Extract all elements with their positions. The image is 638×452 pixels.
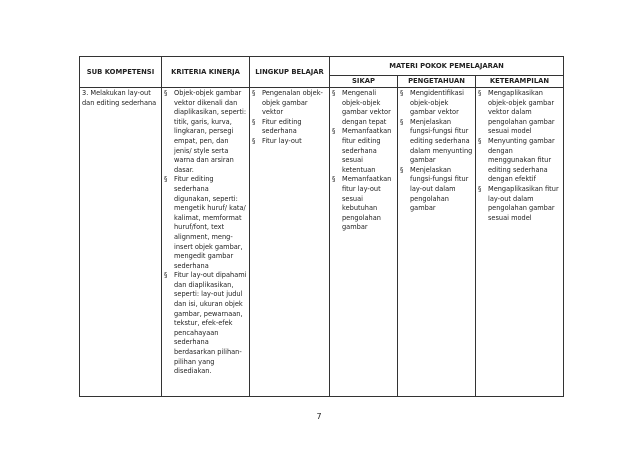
cell-kriteria-kinerja (162, 88, 250, 397)
list-item: § Objek-objek gambar vektor dikenali dan diaplikasikan, seperti: titik, garis, kurva, lingkaran, persegi empat, pen, dan jenis/ style serta warna dan arsiran dasar. (164, 89, 247, 175)
list-item: § Mengidentifikasi objek-objek gambar vektor (400, 89, 473, 118)
list-item: § Memanfaatkan fitur lay-out sesuai kebutuhan pengolahan gambar (332, 175, 395, 233)
cell-sikap (330, 88, 398, 397)
list-item: § Fitur lay-out dipahami dan diaplikasikan, seperti: lay-out judul dan isi, ukuran objek gambar, pewarnaan, tekstur, efek-efek pencahayaan sederhana berdasarkan pilihan-pilihan yang disediakan. (164, 271, 247, 377)
header-pengetahuan: PENGETAHUAN (398, 76, 476, 88)
cell-lingkup-belajar (250, 88, 330, 397)
list-item: § Mengaplikasikan fitur lay-out dalam pengolahan gambar sesuai model (478, 185, 561, 223)
list-item: § Memanfaatkan fitur editing sederhana sesuai ketentuan (332, 127, 395, 175)
header-keterampilan: KETERAMPILAN (476, 76, 564, 88)
header-kriteria-kinerja: KRITERIA KINERJA (162, 57, 250, 88)
header-sub-kompetensi: SUB KOMPETENSI (80, 57, 162, 88)
list-item: § Menjelaskan fungsi-fungsi fitur lay-out dalam pengolahan gambar (400, 166, 473, 214)
page-number: 7 (316, 412, 322, 421)
list-item: § Fitur lay-out (252, 137, 327, 147)
header-row-1 (80, 57, 564, 76)
header-lingkup-belajar: LINGKUP BELAJAR (250, 57, 330, 88)
header-materi-pokok: MATERI POKOK PEMELAJARAN (330, 57, 564, 76)
cell-pengetahuan (398, 88, 476, 397)
cell-keterampilan (476, 88, 564, 397)
list-item: § Pengenalan objek-objek gambar vektor (252, 89, 327, 118)
list-item: § Menjelaskan fungsi-fungsi fitur editing sederhana dalam menyunting gambar (400, 118, 473, 166)
list-item: § Fitur editing sederhana digunakan, seperti: mengetik huruf/ kata/ kalimat, memformat huruf/font, text alignment, meng-insert objek gambar, mengedit gambar sederhana (164, 175, 247, 271)
competency-table (79, 56, 564, 397)
list-item: § Menyunting gambar dengan menggunakan fitur editing sederhana dengan efektif (478, 137, 561, 185)
cell-sub-kompetensi: 3. Melakukan lay-out dan editing sederhana (80, 88, 162, 397)
list-item: § Mengaplikasikan objek-objek gambar vektor dalam pengolahan gambar sesuai model (478, 89, 561, 137)
header-sikap: SIKAP (330, 76, 398, 88)
list-item: § Fitur editing sederhana (252, 118, 327, 137)
table-row (80, 88, 564, 397)
list-item: § Mengenali objek-objek gambar vektor dengan tepat (332, 89, 395, 127)
